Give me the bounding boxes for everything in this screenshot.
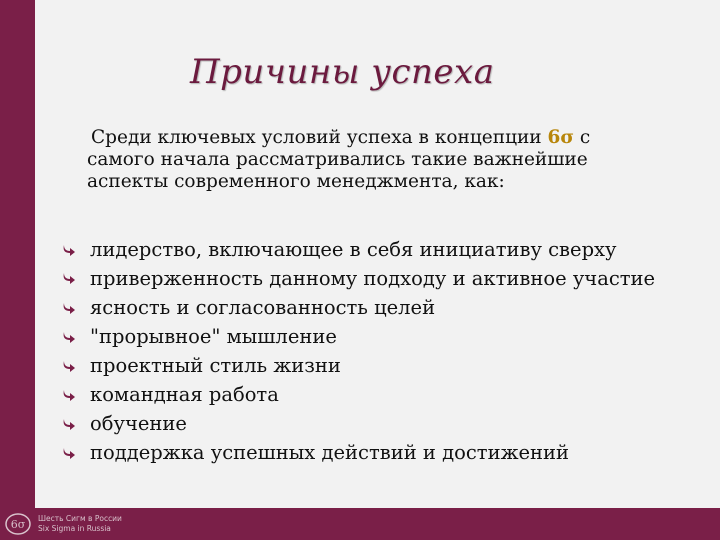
left-frame-bar bbox=[0, 0, 35, 540]
arrow-right-curved-icon bbox=[62, 388, 76, 402]
intro-line-3: аспекты современного менеджмента, как: bbox=[87, 171, 505, 192]
bullet-item bbox=[56, 438, 696, 467]
intro-text-before: Среди ключевых условий успеха в концепции bbox=[91, 127, 548, 148]
slide-content bbox=[35, 0, 720, 508]
intro-text-after: с bbox=[574, 127, 591, 148]
six-sigma-symbol: 6σ bbox=[547, 127, 575, 148]
intro-paragraph bbox=[87, 127, 687, 193]
bullet-text: лидерство, включающее в себя инициативу сверху bbox=[90, 238, 617, 261]
slide-title: Причины успеха bbox=[190, 52, 495, 92]
arrow-right-curved-icon bbox=[62, 243, 76, 257]
footer-brand-text bbox=[38, 514, 122, 534]
bullet-item bbox=[56, 264, 696, 293]
bullet-text: ясность и согласованность целей bbox=[90, 296, 436, 319]
arrow-right-curved-icon bbox=[62, 301, 76, 315]
arrow-right-curved-icon bbox=[62, 446, 76, 460]
bullet-list bbox=[56, 235, 696, 467]
arrow-right-curved-icon bbox=[62, 330, 76, 344]
logo-symbol-text: 6σ bbox=[10, 518, 26, 531]
bullet-item bbox=[56, 409, 696, 438]
six-sigma-logo-icon bbox=[4, 512, 32, 536]
intro-line-1 bbox=[87, 127, 687, 149]
footer-line-ru: Шесть Сигм в России bbox=[38, 514, 122, 523]
bullet-item bbox=[56, 235, 696, 264]
footer-line-en: Six Sigma in Russia bbox=[38, 524, 111, 533]
bullet-item bbox=[56, 380, 696, 409]
arrow-right-curved-icon bbox=[62, 417, 76, 431]
bullet-text: обучение bbox=[90, 412, 187, 435]
bullet-item bbox=[56, 293, 696, 322]
bullet-text: приверженность данному подходу и активное участие bbox=[90, 267, 656, 290]
arrow-right-curved-icon bbox=[62, 271, 76, 285]
bullet-item bbox=[56, 322, 696, 351]
bullet-text: поддержка успешных действий и достижений bbox=[90, 441, 570, 464]
bullet-item bbox=[56, 351, 696, 380]
arrow-right-curved-icon bbox=[62, 359, 76, 373]
bullet-text: "прорывное" мышление bbox=[90, 325, 337, 348]
bullet-text: проектный стиль жизни bbox=[90, 354, 341, 377]
bullet-text: командная работа bbox=[90, 383, 279, 406]
intro-line-2: самого начала рассматривались такие важнейшие bbox=[87, 149, 588, 170]
